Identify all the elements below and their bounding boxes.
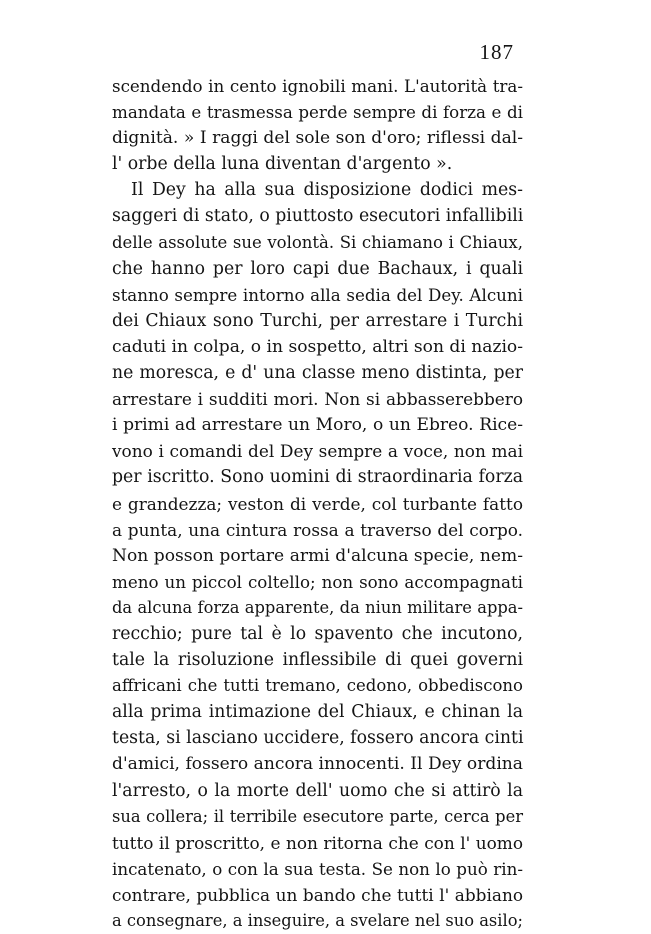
text-line: meno un piccol coltello; non sono accompagnati — [112, 571, 523, 592]
text-line: saggeri di stato, o piuttosto esecutori infallibili — [112, 206, 524, 227]
text-line: stanno sempre intorno alla sedia del Dey. Alcuni — [112, 284, 523, 305]
text-line: l' orbe della luna diventan d'argento ». — [112, 154, 453, 175]
text-line: testa, si lasciano uccidere, fossero ancora cinti — [112, 728, 524, 749]
text-line: arrestare i sudditi mori. Non si abbasserebbero — [112, 389, 523, 410]
text-line: sua collera; il terribile esecutore parte, cerca per — [112, 806, 523, 826]
text-line: e grandezza; veston di verde, col turbante fatto — [112, 493, 523, 514]
text-line: caduti in colpa, o in sospetto, altri son di nazio- — [112, 336, 523, 357]
text-line: mandata e trasmessa perde sempre di forza e di — [112, 102, 523, 123]
text-line: che hanno per loro capi due Bachaux, i quali — [112, 258, 523, 279]
page-number: 187 — [479, 40, 514, 64]
text-line: a consegnare, a inseguire, a svelare nel suo asilo; — [112, 911, 523, 930]
text-line: vono i comandi del Dey sempre a voce, non mai — [112, 441, 523, 462]
text-line: tutto il proscritto, e non ritorna che con l' uomo — [112, 832, 523, 853]
body-text — [112, 73, 523, 934]
text-line: l'arresto, o la morte dell' uomo che si attirò la — [112, 780, 523, 801]
text-line: da alcuna forza apparente, da niun militare appa- — [112, 597, 523, 617]
text-line: scendendo in cento ignobili mani. L'autorità tra- — [112, 76, 523, 96]
text-line: ne moresca, e d' una classe meno distinta, per — [112, 363, 523, 384]
text-line: incatenato, o con la sua testa. Se non lo può rin- — [112, 858, 523, 879]
text-line: per iscritto. Sono uomini di straordinaria forza — [112, 467, 523, 488]
text-line: tale la risoluzione inflessibile di quei governi — [112, 650, 523, 671]
text-line: a punta, una cintura rossa a traverso del corpo. — [112, 519, 523, 540]
text-line: alla prima intimazione del Chiaux, e chinan la — [112, 702, 523, 723]
paragraph-first-line: Il Dey ha alla sua disposizione dodici mes- — [131, 180, 523, 201]
text-line: recchio; pure tal è lo spavento che incutono, — [112, 623, 523, 644]
text-line: dignità. » I raggi del sole son d'oro; riflessi dal- — [112, 128, 523, 149]
text-line: Non posson portare armi d'alcuna specie, nem- — [112, 545, 523, 566]
text-line: d'amici, fossero ancora innocenti. Il Dey ordina — [112, 754, 523, 775]
text-line: i primi ad arrestare un Moro, o un Ebreo. Rice- — [112, 415, 523, 436]
text-line: dei Chiaux sono Turchi, per arrestare i Turchi — [112, 310, 523, 331]
text-line: affricani che tutti tremano, cedono, obbediscono — [112, 676, 523, 696]
text-line: contrare, pubblica un bando che tutti l' abbiano — [112, 884, 523, 905]
text-line: delle assolute sue volontà. Si chiamano i Chiaux, — [112, 232, 523, 252]
